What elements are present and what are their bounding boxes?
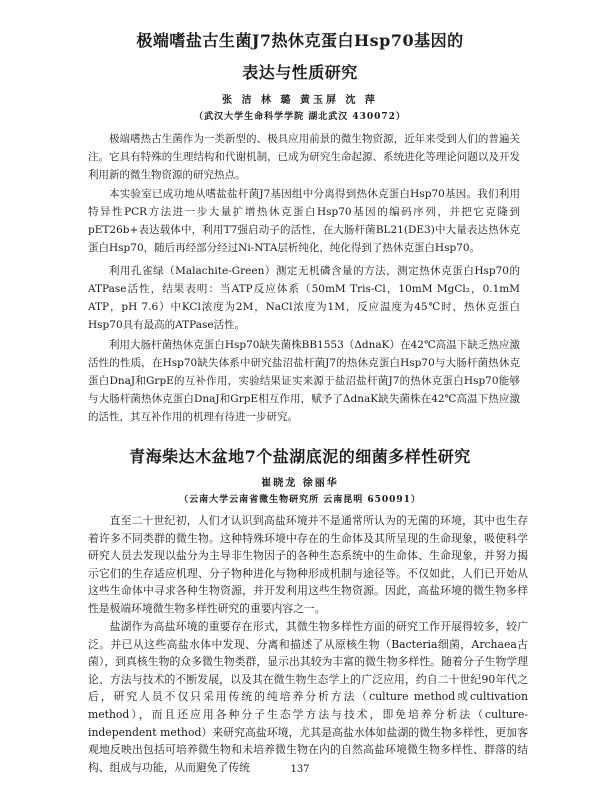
article1-paragraph-2: 本实验室已成功地从嗜盐盐杆菌J7基因组中分离得到热休克蛋白Hsp70基因。我们利用特异性PCR方法进一步大量扩增热休克蛋白Hsp70基因的编码序列，并把它克隆到pET26b+表达载体中，利用T7强启动子的活性，在大肠杆菌BL21(DE3)中大量表达热休克蛋白Hsp70，随后再经部分经过Ni-NTA层析纯化，纯化得到了热休克蛋白Hsp70。 [88,188,520,254]
article1-title-line2: 表达与性质研究 [242,63,358,82]
article2-paragraph-2: 盐湖作为高盐环境的重要存在形式，其微生物多样性方面的研究工作开展得较多，较广泛。并已从这些高盐水体中发现、分离和描述了从原核生物（Bacteria细菌，Archaea古菌），到真核生物的众多微生物类群，显示出其较为丰富的微生物多样性。随着分子生物学理论、方法与技术的不断发展，以及其在微生物生态学上的广泛应用，约自二十世纪90年代之后，研究人员不仅只采用传统的纯培养分析方法（culture method或cultivation method），而且还应用各种分子生态学方法与技术，即免培养分析法（culture-independent method）来研究高盐环境，尤其是高盐水体如盐湖的微生物多样性，更加客观地反映出包括可培养微生物和未培养微生物在内的自然高盐环境微生物多样性、群落的结构、组成与功能，从而避免了传统 [88,620,528,774]
page-number: 137 [290,764,310,775]
article2-authors: 崔晓龙 徐丽华 [261,478,339,489]
article2-affiliation: （云南大学云南省微生物研究所 云南昆明 650091） [179,495,421,505]
article1-paragraph-3: 利用孔雀绿（Malachite-Green）测定无机磷含量的方法，测定热休克蛋白Hsp70的ATPase活性，结果表明：当ATP反应体系（50mM Tris-Cl，10mM MgCl₂，0.1mM ATP，pH 7.6）中KCl浓度为2M，NaCl浓度为1M，反应温度为45℃时，热休克蛋白Hsp70具有最高的ATPase活性。 [88,265,520,331]
article1-title-line1: 极端嗜盐古生菌J7热休克蛋白Hsp70基因的 [136,31,464,50]
article1-authors: 张 洁 林 璐 黄玉屏 沈 萍 [222,95,378,106]
article1-affiliation: （武汉大学生命科学学院 湖北武汉 430072） [194,112,406,122]
article2-title: 青海柴达木盆地7个盐湖底泥的细菌多样性研究 [129,447,471,466]
article1-paragraph-4: 利用大肠杆菌热休克蛋白Hsp70缺失菌株BB1553（ΔdnaK）在42℃高温下缺乏热应激活性的性质，在Hsp70缺失体系中研究盐沼盐杆菌J7的热休克蛋白Hsp70与大肠杆菌热休克蛋白DnaJ和GrpE的互补作用，实验结果证实来源于盐沼盐杆菌J7的热休克蛋白Hsp70能够与大肠杆菌热休克蛋白DnaJ和GrpE相互作用，赋予了ΔdnaK缺失菌株在42℃高温下热应激的活性，其互补作用的机理有待进一步研究。 [88,339,520,423]
article1-paragraph-1: 极端嗜热古生菌作为一类新型的、极具应用前景的微生物资源，近年来受到人们的普遍关注。它具有特殊的生理结构和代谢机制，已成为研究生命起源、系统进化等理论问题以及开发利用新的微生物资源的研究热点。 [88,133,520,181]
article2-paragraph-1: 直至二十世纪初，人们才认识到高盐环境并不是通常所认为的无菌的环境，其中也生存着许多不同类群的微生物。这种特殊环境中存在的生命体及其所呈现的生命现象，吸使科学研究人员去发现以盐分为主导非生物因子的各种生态系统中的生命体、生命现象，并努力揭示它们的生存适应机理、分子物种进化与物种形成机制与途径等。不仅如此，人们已开始从这些生命体中寻求各种生物资源，并开发利用这些生物资源。因此，高盐环境的微生物多样性是极端环境微生物多样性研究的重要内容之一。 [88,514,528,615]
